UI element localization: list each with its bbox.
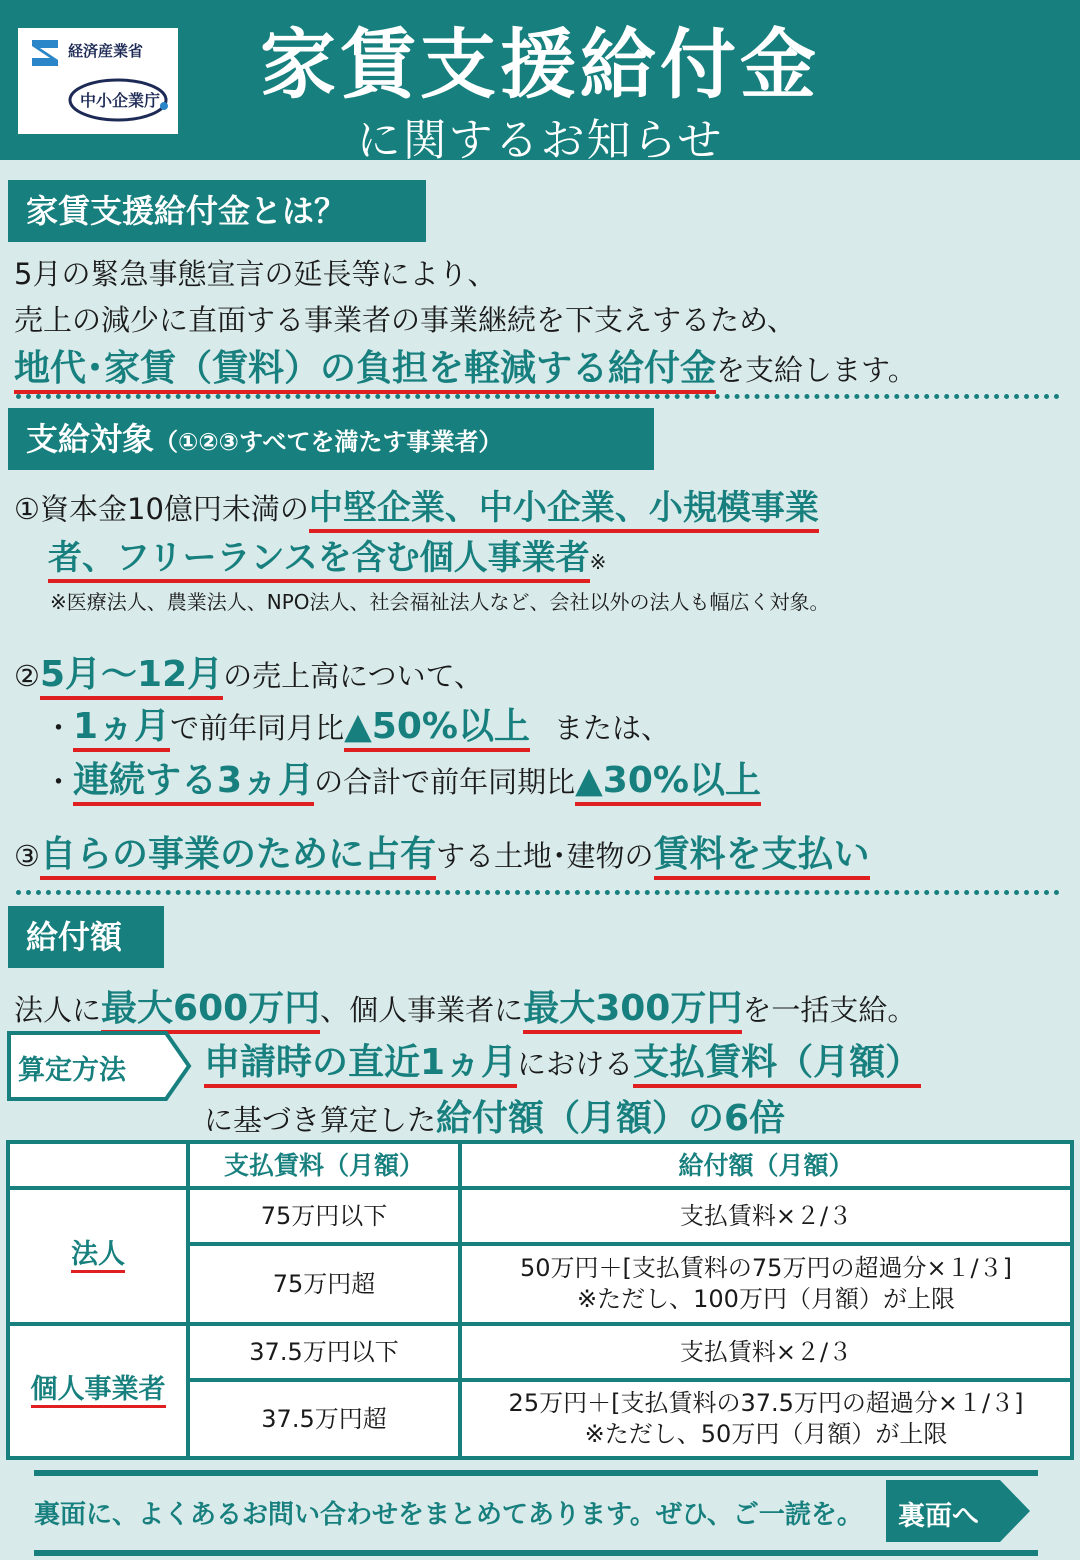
- divider: [16, 890, 1060, 895]
- item2a-highlight: 1ヵ月: [73, 706, 170, 752]
- eligibility-heading-text: 支給対象: [26, 420, 155, 458]
- header-banner: [0, 0, 1080, 166]
- item3-mid: する土地･建物の: [436, 839, 654, 873]
- overview-line-1: 5月の緊急事態宣言の延長等により、: [14, 257, 497, 291]
- table-cell-rent: 75万円以下: [190, 1190, 458, 1242]
- item1-mark: ※: [589, 550, 607, 574]
- benefit-formula: 50万円＋[支払賃料の75万円の超過分×１/３]: [520, 1254, 1012, 1282]
- item2a-value: ▲50%以上: [344, 706, 530, 752]
- item1-highlight-a: 中堅企業、中小企業、小規模事業: [309, 488, 819, 533]
- table-cell-benefit: [462, 1382, 1070, 1456]
- page-title: 家賃支援給付金: [260, 20, 820, 109]
- section-heading-eligibility: [8, 408, 654, 470]
- divider: [16, 394, 1060, 399]
- table-cell-rent: 37.5万円以下: [190, 1326, 458, 1378]
- item2-rest: の売上高について、: [223, 659, 483, 693]
- item3-value: 賃料を支払い: [654, 834, 870, 880]
- eligibility-item-1-cont: [48, 530, 606, 579]
- eligibility-item-2: [14, 646, 483, 697]
- calc-line-1-mid: における: [517, 1047, 634, 1081]
- amount-indiv-max: 最大300万円: [523, 988, 742, 1034]
- section-heading-amount: 給付額: [8, 906, 164, 968]
- item3-prefix: ③: [14, 839, 40, 873]
- item2-highlight: 5月～12月: [40, 654, 223, 700]
- eligibility-item-2a: [44, 698, 670, 749]
- sme-logo-text: 中小企業庁: [80, 91, 161, 110]
- item2b-highlight: 連続する3ヵ月: [73, 760, 314, 806]
- table-cell-rent: 37.5万円超: [190, 1382, 458, 1456]
- benefit-cap: ※ただし、100万円（月額）が上限: [577, 1285, 955, 1313]
- item2-prefix: ②: [14, 659, 40, 693]
- meti-logo-text: 経済産業省: [68, 42, 144, 60]
- table-cell-benefit: [462, 1246, 1070, 1322]
- overview-highlight: 地代･家賃（賃料）の負担を軽減する給付金: [14, 348, 716, 394]
- section-heading-overview: 家賃支援給付金とは？: [8, 180, 426, 242]
- item2b-mid: の合計で前年同期比: [314, 765, 576, 799]
- calc-rent: 支払賃料（月額）: [633, 1042, 921, 1088]
- item1-note: ※医療法人、農業法人、NPO法人、社会福祉法人など、会社以外の法人も幅広く対象。: [50, 590, 830, 614]
- amount-line-e: を一括支給。: [742, 993, 917, 1027]
- table-rowhead-indiv: [10, 1326, 186, 1456]
- eligibility-item-3: [14, 826, 870, 877]
- benefit-formula: 25万円＋[支払賃料の37.5万円の超過分×１/３]: [508, 1389, 1024, 1417]
- benefit-cap: ※ただし、50万円（月額）が上限: [584, 1420, 948, 1448]
- item2b-value: ▲30%以上: [575, 760, 761, 806]
- item1-highlight-b: 者、フリーランスを含む個人事業者: [48, 538, 590, 583]
- meti-logo-icon: [28, 36, 62, 70]
- item1-prefix: ①資本金10億円未満の: [14, 492, 309, 526]
- table-corner: [10, 1144, 186, 1186]
- calc-line-2: [204, 1090, 785, 1141]
- eligibility-item-1: [14, 480, 819, 529]
- table-header-benefit: 給付額（月額）: [462, 1144, 1070, 1186]
- calc-method-label: 算定方法: [18, 1055, 126, 1086]
- item2a-rest: または、: [553, 711, 670, 745]
- table-cell-rent: 75万円超: [190, 1246, 458, 1322]
- footer-rule-bottom: [34, 1550, 1038, 1556]
- footer-message: 裏面に、よくあるお問い合わせをまとめてあります。ぜひ、ご一読を。: [34, 1500, 863, 1530]
- amount-line-c: 、個人事業者に: [320, 993, 524, 1027]
- page-subtitle: に関するお知らせ: [356, 115, 724, 166]
- eligibility-heading-note: （①②③すべてを満たす事業者）: [154, 428, 503, 456]
- table-cell-benefit: 支払賃料×２/３: [462, 1190, 1070, 1242]
- amount-line: [14, 980, 916, 1031]
- calc-line-2-prefix: に基づき算定した: [204, 1103, 437, 1137]
- calc-line-1: [204, 1034, 921, 1085]
- benefit-table: [6, 1140, 1074, 1460]
- item3-highlight: 自らの事業のために占有: [40, 834, 436, 880]
- table-rowhead-corp: [10, 1190, 186, 1322]
- calc-multiplier: 給付額（月額）の6倍: [436, 1098, 785, 1144]
- ministry-logo: [18, 28, 178, 134]
- amount-corp-max: 最大600万円: [101, 988, 320, 1034]
- table-cell-benefit: 支払賃料×２/３: [462, 1326, 1070, 1378]
- overview-line-3-rest: を支給します。: [716, 353, 917, 387]
- item2a-mid: で前年同月比: [170, 711, 345, 745]
- indiv-label: 個人事業者: [31, 1374, 166, 1408]
- item2b-bullet: ・: [44, 765, 74, 799]
- footer-rule-top: [34, 1470, 1038, 1476]
- eligibility-item-2b: [44, 752, 761, 803]
- corp-label: 法人: [71, 1239, 125, 1273]
- back-page-button[interactable]: 裏面へ: [898, 1501, 979, 1532]
- table-header-rent: 支払賃料（月額）: [190, 1144, 458, 1186]
- calc-period: 申請時の直近1ヵ月: [204, 1042, 517, 1088]
- overview-line-2: 売上の減少に直面する事業者の事業継続を下支えするため、: [14, 303, 796, 337]
- overview-line-3: [14, 340, 917, 391]
- amount-line-a: 法人に: [14, 993, 102, 1027]
- item2a-bullet: ・: [44, 711, 74, 745]
